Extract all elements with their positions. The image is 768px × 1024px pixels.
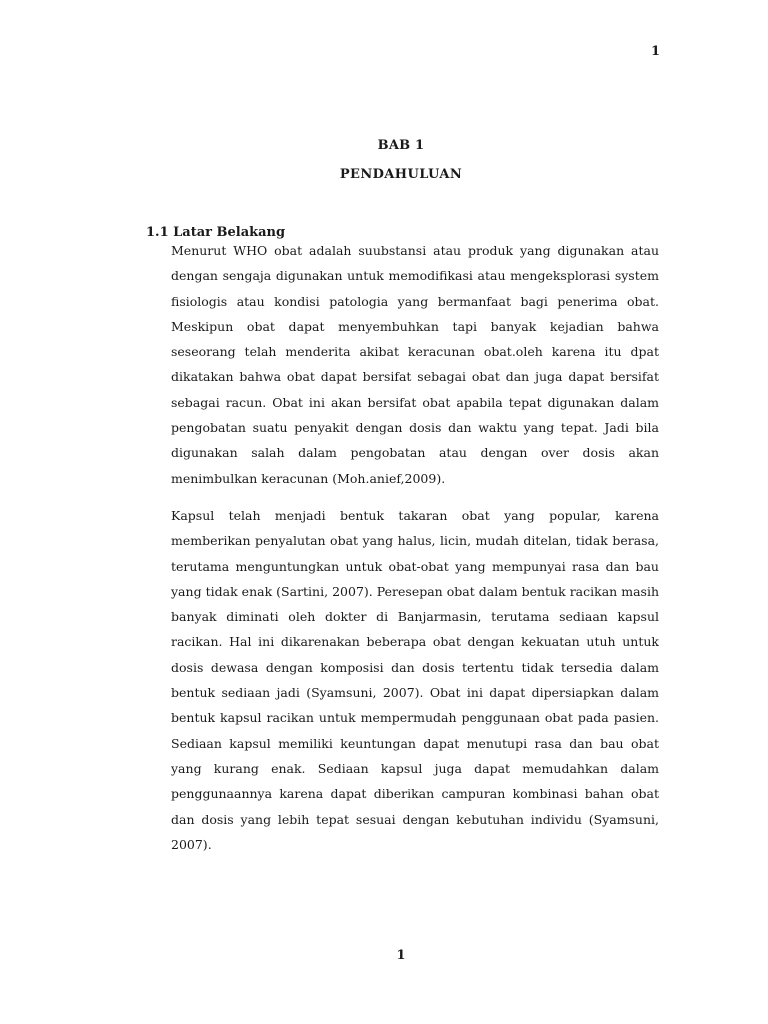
chapter-title: BAB 1 bbox=[377, 138, 425, 153]
paragraph-1: Menurut WHO obat adalah suubstansi atau produk yang digunakan atau dengan sengaja digunakan untuk memodifikasi atau mengeksplorasi system fisiologis atau kondisi patologia yang bermanfaat bagi penerima obat. Meskipun obat dapat menyembuhkan tapi banyak kejadian bahwa seseorang telah menderita akibat keracunan obat.oleh karena itu dpat dikatakan bahwa obat dapat bersifat sebagai obat dan juga dapat bersifat sebagai racun. Obat ini akan bersifat obat apabila tepat digunakan dalam pengobatan suatu penyakit dengan dosis dan waktu yang tepat. Jadi bila digunakan salah dalam pengobatan atau dengan over dosis akan menimbulkan keracunan (Moh.anief,2009). bbox=[171, 243, 659, 486]
footer-page-number: 1 bbox=[396, 948, 406, 963]
header-page-number: 1 bbox=[651, 44, 661, 59]
section-body bbox=[171, 238, 659, 869]
section-heading: 1.1 Latar Belakang bbox=[146, 225, 286, 240]
paragraph-2: Kapsul telah menjadi bentuk takaran obat yang popular, karena memberikan penyalutan obat yang halus, licin, mudah ditelan, tidak berasa, terutama menguntungkan untuk obat-obat yang mempunyai rasa dan bau yang tidak enak (Sartini, 2007). Peresepan obat dalam bentuk racikan masih banyak diminati oleh dokter di Banjarmasin, terutama sediaan kapsul racikan. Hal ini dikarenakan beberapa obat dengan kekuatan utuh untuk dosis dewasa dengan komposisi dan dosis tertentu tidak tersedia dalam bentuk sediaan jadi (Syamsuni, 2007). Obat ini dapat dipersiapkan dalam bentuk kapsul racikan untuk mempermudah penggunaan obat pada pasien. Sediaan kapsul memiliki keuntungan dapat menutupi rasa dan bau obat yang kurang enak. Sediaan kapsul juga dapat memudahkan dalam penggunaannya karena dapat diberikan campuran kombinasi bahan obat dan dosis yang lebih tepat sesuai dengan kebutuhan individu (Syamsuni, 2007). bbox=[171, 507, 659, 852]
chapter-subtitle: PENDAHULUAN bbox=[339, 167, 463, 182]
